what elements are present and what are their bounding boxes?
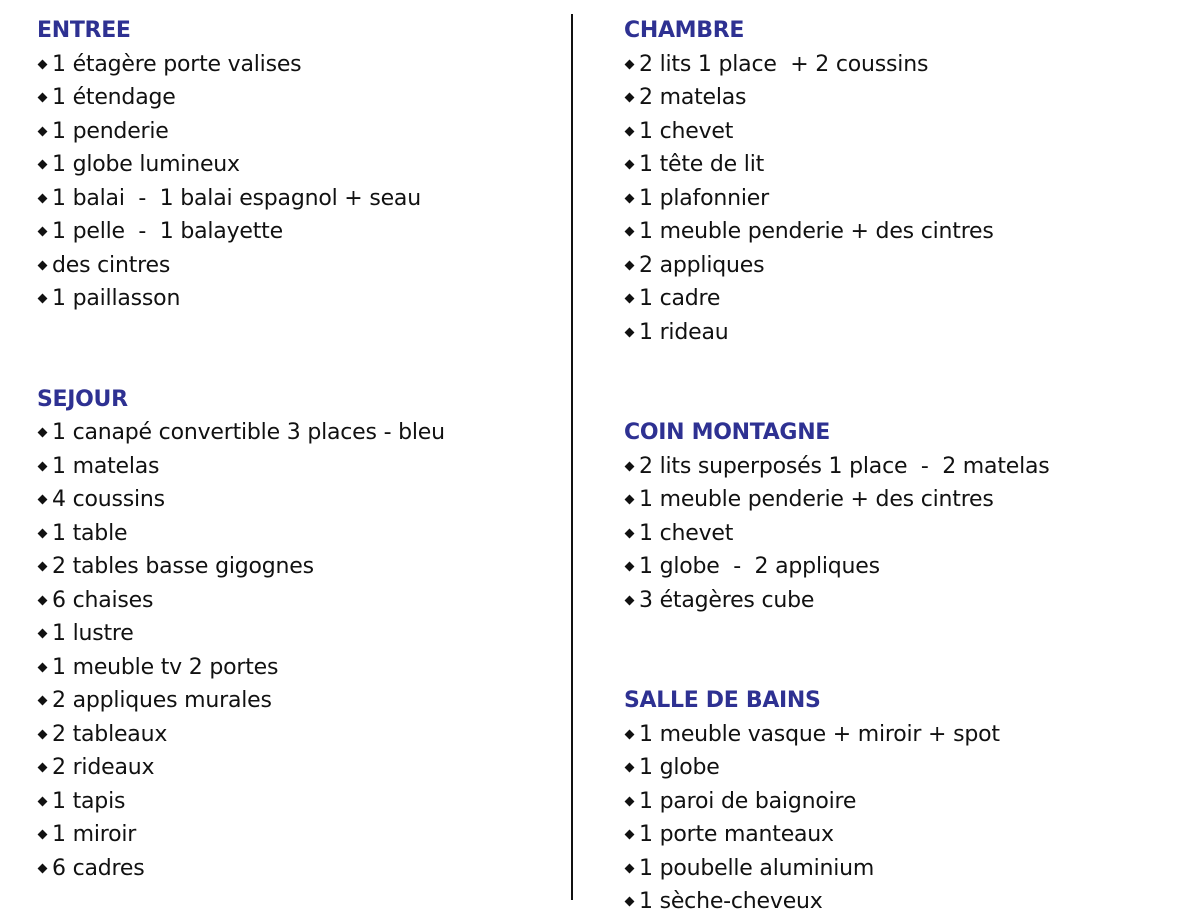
section-coin-montagne [624, 416, 1184, 617]
list-item: 1 poubelle aluminium [624, 852, 1184, 886]
diamond-bullet-icon [38, 562, 48, 572]
list-item: 1 canapé convertible 3 places - bleu [37, 416, 557, 450]
list-item: 1 meuble penderie + des cintres [624, 483, 1184, 517]
section-title: CHAMBRE [624, 18, 745, 43]
diamond-bullet-icon [38, 729, 48, 739]
list-item: 3 étagères cube [624, 584, 1184, 618]
list-item: 1 sèche-cheveux [624, 885, 1184, 919]
diamond-bullet-icon [38, 93, 48, 103]
list-item: 2 matelas [624, 81, 1184, 115]
list-item: 6 chaises [37, 584, 557, 618]
diamond-bullet-icon [625, 897, 635, 907]
column-divider [571, 14, 573, 900]
list-item: 6 cadres [37, 852, 557, 886]
list-item: 2 tableaux [37, 718, 557, 752]
list-item: 1 meuble tv 2 portes [37, 651, 557, 685]
diamond-bullet-icon [625, 830, 635, 840]
list-item: 1 paroi de baignoire [624, 785, 1184, 819]
list-item: 1 lustre [37, 617, 557, 651]
diamond-bullet-icon [625, 796, 635, 806]
diamond-bullet-icon [38, 461, 48, 471]
section-chambre [624, 14, 1184, 349]
list-item: 2 tables basse gigognes [37, 550, 557, 584]
list-item: 1 globe lumineux [37, 148, 557, 182]
section-spacer [624, 349, 1184, 416]
diamond-bullet-icon [38, 595, 48, 605]
diamond-bullet-icon [625, 863, 635, 873]
section-title: SEJOUR [37, 386, 128, 412]
diamond-bullet-icon [38, 294, 48, 304]
diamond-bullet-icon [625, 160, 635, 170]
list-item: 1 chevet [624, 517, 1184, 551]
diamond-bullet-icon [625, 495, 635, 505]
list-item: 1 matelas [37, 450, 557, 484]
diamond-bullet-icon [38, 193, 48, 203]
left-column [37, 14, 557, 885]
section-title: SALLE DE BAINS [624, 688, 821, 713]
diamond-bullet-icon [38, 227, 48, 237]
right-column [624, 14, 1184, 919]
diamond-bullet-icon [38, 126, 48, 136]
section-sejour [37, 383, 557, 886]
list-item: 1 table [37, 517, 557, 551]
list-item: 1 chevet [624, 115, 1184, 149]
diamond-bullet-icon [625, 562, 635, 572]
diamond-bullet-icon [625, 327, 635, 337]
list-item: 1 étagère porte valises [37, 48, 557, 82]
diamond-bullet-icon [625, 126, 635, 136]
section-title: ENTREE [37, 18, 131, 43]
diamond-bullet-icon [38, 629, 48, 639]
diamond-bullet-icon [38, 428, 48, 438]
list-item: 1 étendage [37, 81, 557, 115]
list-item: 1 penderie [37, 115, 557, 149]
diamond-bullet-icon [625, 528, 635, 538]
diamond-bullet-icon [38, 260, 48, 270]
list-item: 2 lits 1 place + 2 coussins [624, 48, 1184, 82]
diamond-bullet-icon [625, 461, 635, 471]
list-item: 2 lits superposés 1 place - 2 matelas [624, 450, 1184, 484]
diamond-bullet-icon [625, 93, 635, 103]
list-item: 2 appliques [624, 249, 1184, 283]
list-item: 2 rideaux [37, 751, 557, 785]
list-item: 1 balai - 1 balai espagnol + seau [37, 182, 557, 216]
diamond-bullet-icon [625, 763, 635, 773]
list-item: 1 plafonnier [624, 182, 1184, 216]
section-salle-de-bains [624, 684, 1184, 919]
list-item: 2 appliques murales [37, 684, 557, 718]
list-item: 1 tapis [37, 785, 557, 819]
section-spacer [624, 617, 1184, 684]
section-entree [37, 14, 557, 316]
diamond-bullet-icon [38, 763, 48, 773]
section-spacer [37, 316, 557, 383]
diamond-bullet-icon [625, 729, 635, 739]
list-item: 1 globe - 2 appliques [624, 550, 1184, 584]
list-item: 1 cadre [624, 282, 1184, 316]
diamond-bullet-icon [38, 696, 48, 706]
list-item: 1 tête de lit [624, 148, 1184, 182]
diamond-bullet-icon [38, 160, 48, 170]
section-title: COIN MONTAGNE [624, 420, 831, 445]
diamond-bullet-icon [38, 662, 48, 672]
list-item: des cintres [37, 249, 557, 283]
list-item: 1 paillasson [37, 282, 557, 316]
diamond-bullet-icon [625, 595, 635, 605]
list-item: 1 miroir [37, 818, 557, 852]
diamond-bullet-icon [38, 528, 48, 538]
diamond-bullet-icon [625, 193, 635, 203]
diamond-bullet-icon [38, 796, 48, 806]
list-item: 4 coussins [37, 483, 557, 517]
diamond-bullet-icon [625, 59, 635, 69]
diamond-bullet-icon [38, 830, 48, 840]
list-item: 1 pelle - 1 balayette [37, 215, 557, 249]
diamond-bullet-icon [38, 863, 48, 873]
diamond-bullet-icon [625, 227, 635, 237]
list-item: 1 meuble penderie + des cintres [624, 215, 1184, 249]
diamond-bullet-icon [38, 59, 48, 69]
diamond-bullet-icon [625, 294, 635, 304]
list-item: 1 globe [624, 751, 1184, 785]
list-item: 1 meuble vasque + miroir + spot [624, 718, 1184, 752]
list-item: 1 rideau [624, 316, 1184, 350]
diamond-bullet-icon [625, 260, 635, 270]
diamond-bullet-icon [38, 495, 48, 505]
list-item: 1 porte manteaux [624, 818, 1184, 852]
